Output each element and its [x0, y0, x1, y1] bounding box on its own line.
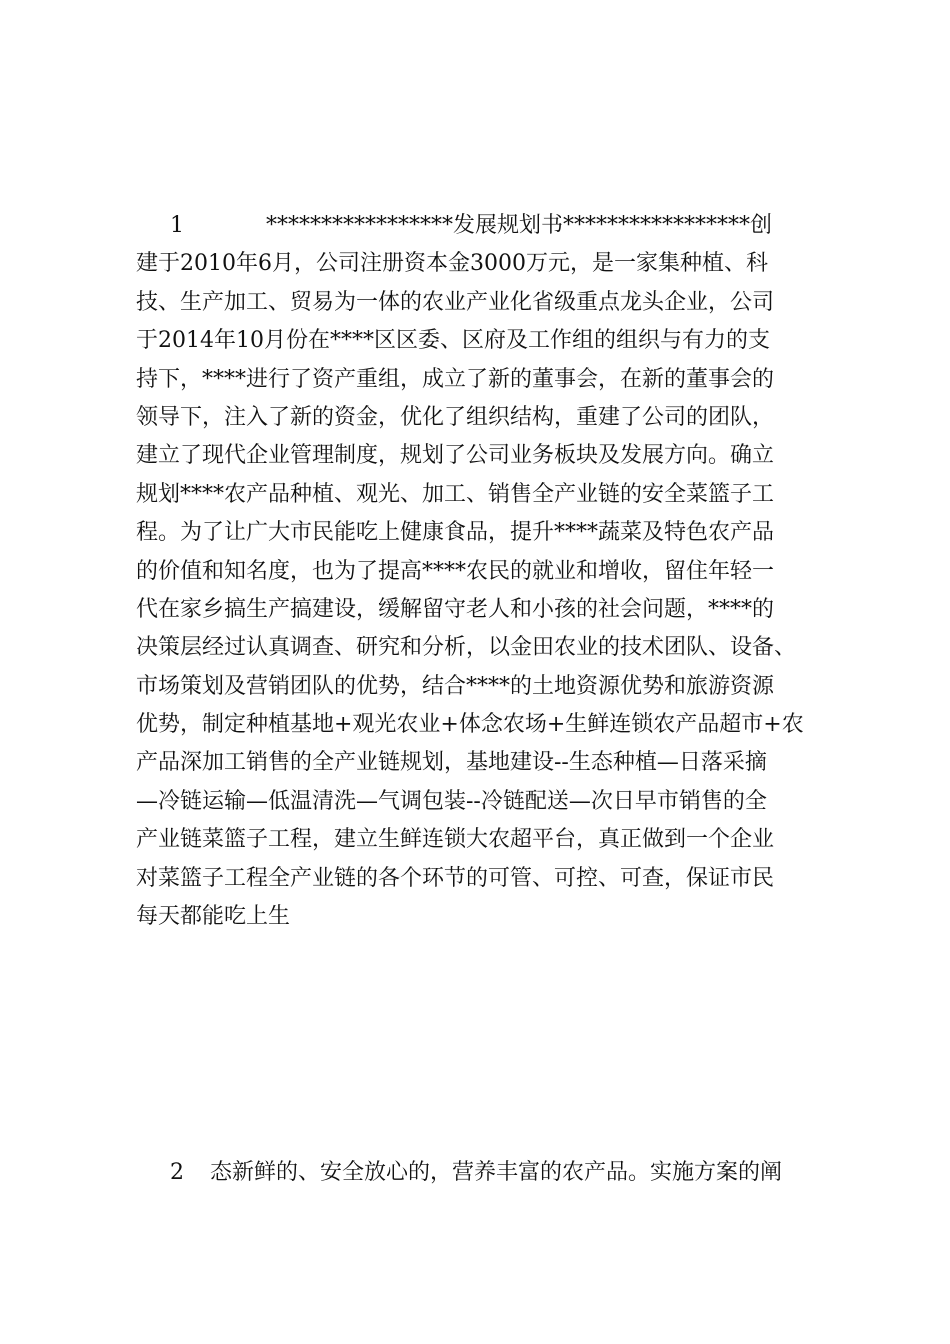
paragraph-line: 持下，****进行了资产重组，成立了新的董事会，在新的董事会的	[136, 366, 775, 392]
paragraph-line: 于2014年10月份在****区区委、区府及工作组的组织与有力的支	[136, 328, 770, 354]
paragraph-line: 技、生产加工、贸易为一体的农业产业化省级重点龙头企业，公司	[136, 289, 775, 315]
paragraph-line: 决策层经过认真调查、研究和分析，以金田农业的技术团队、设备、	[136, 635, 797, 661]
paragraph-line: 代在家乡搞生产搞建设，缓解留守老人和小孩的社会问题，****的	[136, 596, 775, 622]
paragraph-line	[136, 1154, 826, 1192]
paragraph-line: —冷链运输—低温清洗—气调包装--冷链配送—次日早市销售的全	[136, 788, 767, 814]
paragraph-number: 1	[170, 213, 184, 238]
paragraph-1	[136, 207, 826, 936]
paragraph-line: 产品深加工销售的全产业链规划，基地建设--生态种植—日落采摘	[136, 750, 767, 776]
paragraph-line	[136, 207, 826, 245]
paragraph-line: 产业链菜篮子工程，建立生鲜连锁大农超平台，真正做到一个企业	[136, 827, 775, 853]
paragraph-2	[136, 1154, 826, 1192]
paragraph-line: 市场策划及营销团队的优势，结合****的土地资源优势和旅游资源	[136, 673, 775, 699]
paragraph-line: 建立了现代企业管理制度，规划了公司业务板块及发展方向。确立	[136, 443, 775, 469]
paragraph-line: 优势，制定种植基地+观光农业+体念农场+生鲜连锁农产品超市+农	[136, 712, 804, 738]
paragraph-line: 对菜篮子工程全产业链的各个环节的可管、可控、可查，保证市民	[136, 865, 775, 891]
line-text: 态新鲜的、安全放心的，营养丰富的农产品。实施方案的阐	[210, 1160, 783, 1185]
paragraph-line: 每天都能吃上生	[136, 904, 291, 930]
paragraph-line: 的价值和知名度，也为了提高****农民的就业和增收，留住年轻一	[136, 558, 775, 584]
paragraph-line: 建于2010年6月，公司注册资本金3000万元，是一家集种植、科	[136, 251, 768, 277]
paragraph-number: 2	[170, 1160, 184, 1185]
paragraph-line: 领导下，注入了新的资金，优化了组织结构，重建了公司的团队，	[136, 404, 775, 430]
line-text: *****************发展规划书*****************创	[266, 213, 773, 238]
paragraph-line: 规划****农产品种植、观光、加工、销售全产业链的安全菜篮子工	[136, 481, 775, 507]
paragraph-line: 程。为了让广大市民能吃上健康食品，提升****蔬菜及特色农产品	[136, 520, 775, 546]
